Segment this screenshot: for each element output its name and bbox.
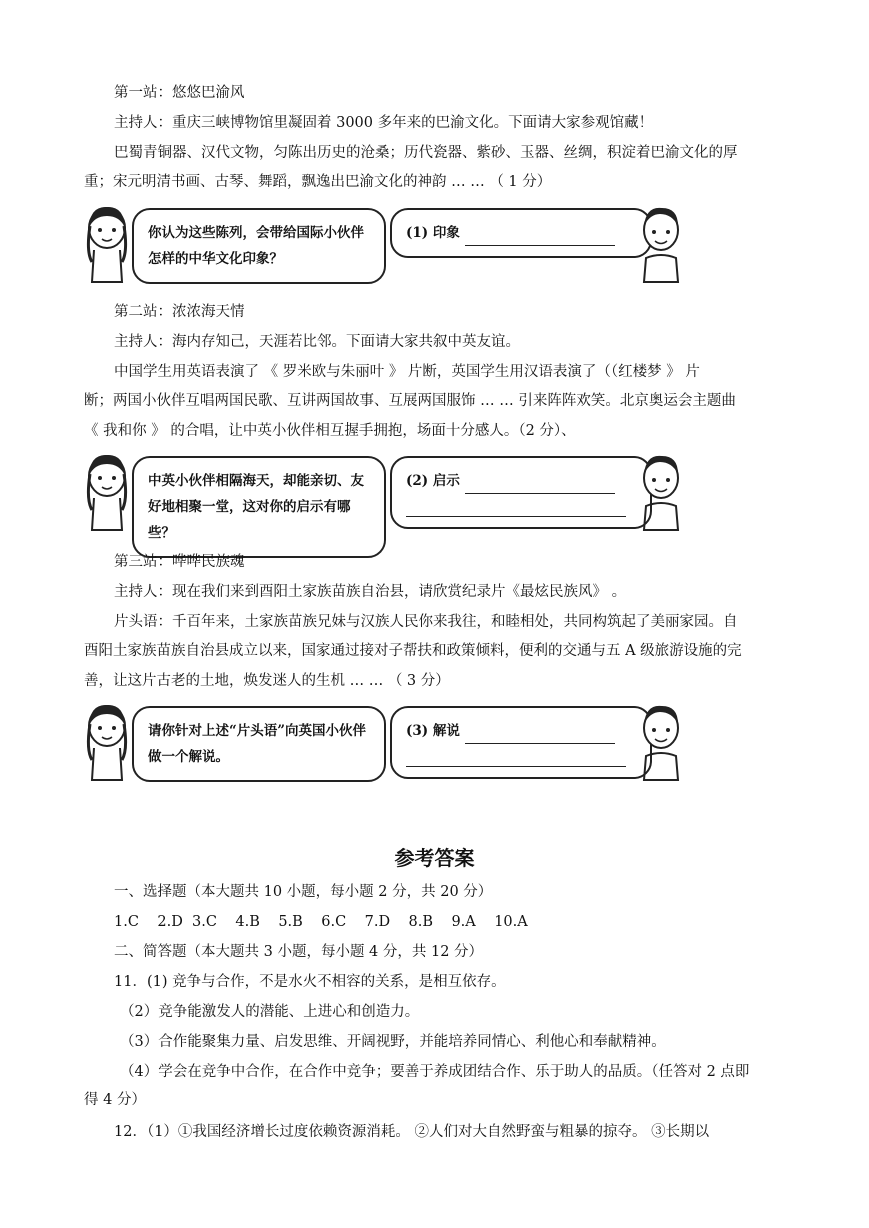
answers-section1: 一、选择题（本大题共 10 小题，每小题 2 分，共 20 分）	[114, 884, 493, 900]
answers-title: 参考答案	[394, 846, 475, 870]
boy-icon	[638, 700, 684, 782]
answers-choices: 1.C 2.D 3.C 4.B 5.B 6.C 7.D 8.B 9.A 10.A	[114, 914, 528, 930]
station3-question: 请你针对上述“片头语”向英国小伙伴做一个解说。	[132, 706, 386, 782]
answer-blank[interactable]	[465, 727, 615, 744]
girl-icon	[84, 450, 130, 532]
station2-text3: 《 我和你 》 的合唱，让中英小伙伴相互握手拥抱，场面十分感人。（2 分）、	[84, 423, 576, 439]
station3-text3: 善，让这片古老的土地，焕发迷人的生机 … … （ 3 分）	[84, 673, 450, 689]
answer-blank-line2[interactable]	[406, 744, 626, 767]
station2-heading: 第二站：浓浓海天情	[114, 304, 245, 320]
station3-host: 主持人：现在我们来到酉阳土家族苗族自治县，请欣赏纪录片《最炫民族风》 。	[114, 584, 627, 600]
answers-section2: 二、简答题（本大题共 3 小题，每小题 4 分，共 12 分）	[114, 944, 484, 960]
answer-q11-part2: （2）竞争能激发人的潜能、上进心和创造力。	[120, 1004, 420, 1020]
station2-answer-label: (2) 启示	[406, 473, 460, 489]
answer-blank[interactable]	[465, 477, 615, 494]
station1-answer-box	[390, 208, 652, 258]
girl-icon	[84, 202, 130, 284]
station1-text2: 重；宋元明清书画、古琴、舞蹈，飘逸出巴渝文化的神韵 … … （ 1 分）	[84, 174, 552, 190]
station1-host: 主持人：重庆三峡博物馆里凝固着 3000 多年来的巴渝文化。下面请大家参观馆藏！	[114, 115, 654, 131]
station1-heading: 第一站：悠悠巴渝风	[114, 85, 245, 101]
station3-heading: 第三站：哗哗民族魂	[114, 554, 245, 570]
station2-text2: 断；两国小伙伴互唱两国民歌、互讲两国故事、互展两国服饰 … … 引来阵阵欢笑。北京奥运会主题曲	[84, 393, 736, 409]
answer-q11-part5: 得 4 分）	[84, 1092, 146, 1108]
station1-answer-label: (1) 印象	[406, 225, 460, 241]
station2-host: 主持人：海内存知己，天涯若比邻。下面请大家共叙中英友谊。	[114, 334, 520, 350]
boy-icon	[638, 202, 684, 284]
station3-answer-label: (3) 解说	[406, 723, 460, 739]
station3-answer-box	[390, 706, 652, 779]
station2-text1: 中国学生用英语表演了 《 罗米欧与朱丽叶 》 片断，英国学生用汉语表演了（（红楼梦 》 片	[114, 364, 700, 380]
answer-blank[interactable]	[465, 229, 615, 246]
station1-text1: 巴蜀青铜器、汉代文物，匀陈出历史的沧桑；历代瓷器、紫砂、玉器、丝绸，积淀着巴渝文化的厚	[114, 145, 738, 161]
answer-blank-line2[interactable]	[406, 494, 626, 517]
answer-q11-part4: （4）学会在竞争中合作，在合作中竞争；要善于养成团结合作、乐于助人的品质。（任答对 2 点即	[120, 1064, 750, 1080]
answer-q12-part1: 12．（1）①我国经济增长过度依赖资源消耗。 ②人们对大自然野蛮与粗暴的掠夺。 ③长期以	[114, 1124, 710, 1140]
boy-icon	[638, 450, 684, 532]
answer-q11-part3: （3）合作能聚集力量、启发思维、开阔视野，并能培养同情心、利他心和奉献精神。	[120, 1034, 666, 1050]
station1-question: 你认为这些陈列，会带给国际小伙伴怎样的中华文化印象？	[132, 208, 386, 284]
girl-icon	[84, 700, 130, 782]
station2-question: 中英小伙伴相隔海天，却能亲切、友好地相聚一堂，这对你的启示有哪些？	[132, 456, 386, 558]
station3-text1: 片头语：千百年来，土家族苗族兄妹与汉族人民你来我往，和睦相处，共同构筑起了美丽家园。自	[114, 614, 738, 630]
station3-text2: 酉阳土家族苗族自治县成立以来，国家通过接对子帮扶和政策倾料，便利的交通与五 A 级旅游设施的完	[84, 643, 742, 659]
answer-q11-part1: 11．(1) 竞争与合作，不是水火不相容的关系，是相互依存。	[114, 974, 506, 990]
station2-answer-box	[390, 456, 652, 529]
